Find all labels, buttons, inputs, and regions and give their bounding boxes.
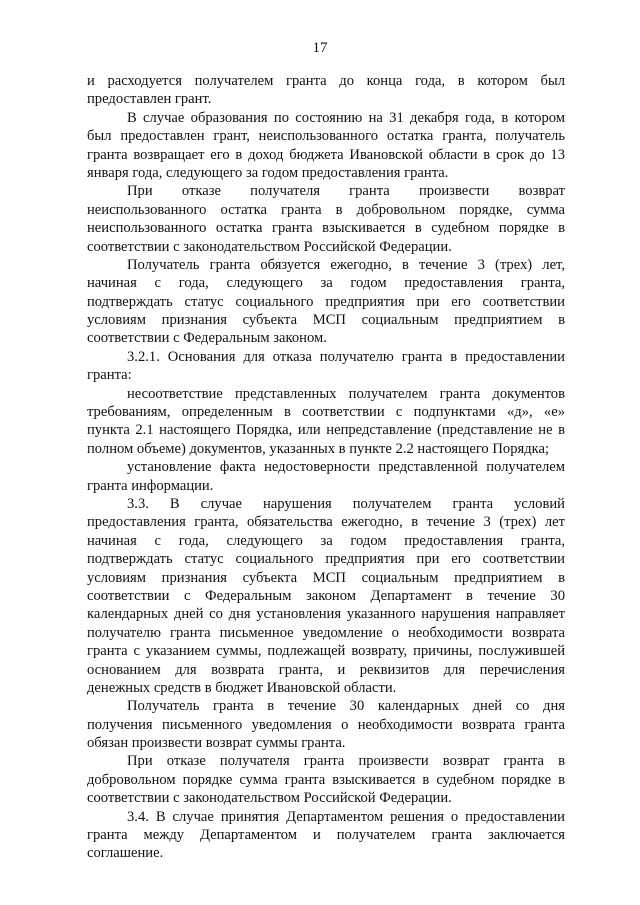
text-line: основанием для возврата гранта, и реквизитов для перечисления <box>87 661 565 678</box>
text-line: обязан произвести возврат суммы гранта. <box>87 735 346 752</box>
text-line: получения письменного уведомления о необходимости возврата гранта <box>87 716 565 733</box>
text-line: гранта с указанием суммы, подлежащей возврату, причины, послужившей <box>87 643 565 660</box>
text-line: предоставлен грант. <box>87 91 212 108</box>
paragraph <box>87 697 565 752</box>
text-line: соответствии с Федеральным законом Департамент в течение 30 <box>87 587 565 604</box>
paragraph <box>87 256 565 348</box>
text-line: гранта возвращает его в доход бюджета Ивановской области в срок до 13 <box>87 146 565 163</box>
text-line: гранта: <box>87 367 132 384</box>
text-line: был предоставлен грант, неиспользованного остатка гранта, получатель <box>87 128 565 145</box>
text-line: неиспользованного остатка гранта взыскивается в судебном порядке в <box>87 220 565 237</box>
text-line: денежных средств в бюджет Ивановской области. <box>87 679 397 696</box>
text-line: и расходуется получателем гранта до конца года, в котором был <box>87 73 565 89</box>
text-line: Получатель гранта обязуется ежегодно, в течение 3 (трех) лет, <box>127 256 565 273</box>
text-line: начиная с года, следующего за годом предоставления гранта, <box>87 275 565 292</box>
text-line: января года, следующего за годом предоставления гранта. <box>87 164 449 181</box>
text-line: подтверждать статус социального предприятия при его соответствии <box>87 293 565 310</box>
text-line: 3.3. В случае нарушения получателем гранта условий <box>127 495 565 512</box>
text-line: соответствии с законодательством Российской Федерации. <box>87 790 452 807</box>
paragraph <box>87 495 565 697</box>
text-line: Получатель гранта в течение 30 календарных дней со дня <box>127 698 565 715</box>
text-line: календарных дней со дня установления указанного нарушения направляет <box>87 606 565 623</box>
text-line: полном объеме) документов, указанных в пункте 2.2 настоящего Порядка; <box>87 440 550 457</box>
text-line: соглашение. <box>87 845 164 862</box>
text-line: 3.2.1. Основания для отказа получателю гранта в предоставлении <box>127 348 565 365</box>
text-line: При отказе получателя гранта произвести возврат гранта в <box>127 753 565 770</box>
text-line: неиспользованного остатка гранта в добровольном порядке, сумма <box>87 201 565 218</box>
text-line: установление факта недостоверности представленной получателем <box>127 459 565 476</box>
text-line: добровольном порядке сумма гранта взыскивается в судебном порядке в <box>87 771 565 788</box>
paragraph <box>87 109 565 183</box>
paragraph <box>87 348 565 385</box>
text-line: получателю гранта письменное уведомление о необходимости возврата <box>87 624 565 641</box>
text-line: При отказе получателя гранта произвести возврат <box>127 183 565 200</box>
text-line: соответствии с законодательством Российской Федерации. <box>87 238 452 255</box>
paragraph <box>87 458 565 495</box>
text-line: соответствии с Федеральным законом. <box>87 330 327 347</box>
document-body <box>87 72 565 863</box>
text-line: 3.4. В случае принятия Департаментом решения о предоставлении <box>127 808 565 825</box>
text-line: несоответствие представленных получателем гранта документов <box>127 385 565 402</box>
paragraph <box>87 752 565 807</box>
text-line: пункта 2.1 настоящего Порядка, или непредставление (представление не в <box>87 422 565 439</box>
text-line: начиная с года, следующего за годом предоставления гранта, <box>87 532 565 549</box>
text-line: подтверждать статус социального предприятия при его соответствии <box>87 551 565 568</box>
text-line: гранта между Департаментом и получателем гранта заключается <box>87 827 565 844</box>
paragraph <box>87 385 565 459</box>
page-number: 17 <box>312 40 328 56</box>
text-line: условиям признания субъекта МСП социальным предприятием в <box>87 569 565 586</box>
text-line: предоставления гранта, обязательства ежегодно, в течение 3 (трех) лет <box>87 514 565 531</box>
text-line: В случае образования по состоянию на 31 декабря года, в котором <box>127 109 565 126</box>
text-line: требованиям, определенным в соответствии с подпунктами «д», «е» <box>87 404 565 421</box>
text-line: условиям признания субъекта МСП социальным предприятием в <box>87 312 565 329</box>
text-line: гранта информации. <box>87 477 214 494</box>
paragraph <box>87 808 565 863</box>
paragraph <box>87 72 565 109</box>
paragraph <box>87 182 565 256</box>
